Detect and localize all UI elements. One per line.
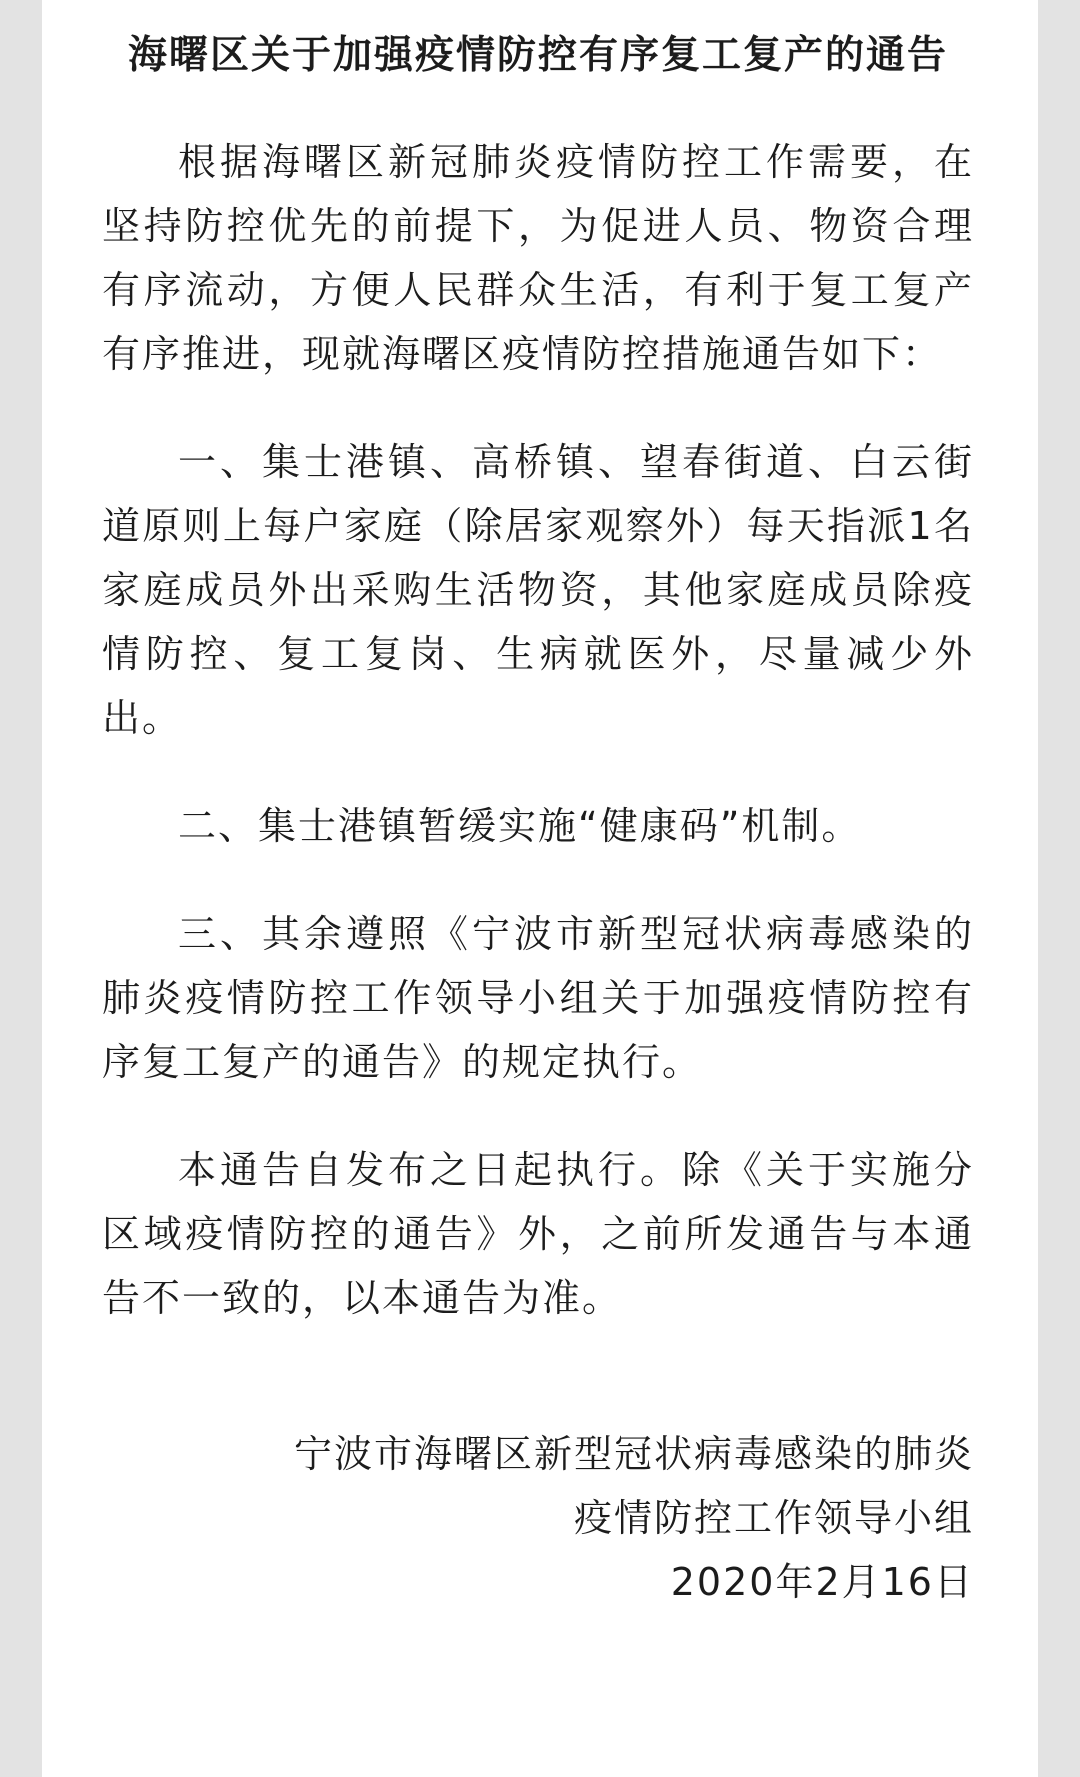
notice-title: 海曙区关于加强疫情防控有序复工复产的通告 xyxy=(127,33,948,78)
issuer-line-1: 宁波市海曙区新型冠状病毒感染的肺炎 xyxy=(293,1432,974,1476)
signature-block xyxy=(102,1422,974,1614)
notice-document xyxy=(102,26,974,1614)
final-paragraph: 本通告自发布之日起执行。除《关于实施分区域疫情防控的通告》外，之前所发通告与本通告不一致的，以本通告为准。 xyxy=(102,1148,974,1320)
item-three-paragraph: 三、其余遵照《宁波市新型冠状病毒感染的肺炎疫情防控工作领导小组关于加强疫情防控有序复工复产的通告》的规定执行。 xyxy=(102,912,974,1084)
intro-paragraph: 根据海曙区新冠肺炎疫情防控工作需要，在坚持防控优先的前提下，为促进人员、物资合理有序流动，方便人民群众生活，有利于复工复产有序推进，现就海曙区疫情防控措施通告如下： xyxy=(102,140,974,376)
issuer-line-2: 疫情防控工作领导小组 xyxy=(573,1496,974,1540)
item-two-paragraph: 二、集士港镇暂缓实施“健康码”机制。 xyxy=(178,804,862,848)
issue-date: 2020年2月16日 xyxy=(670,1560,974,1604)
item-one-paragraph: 一、集士港镇、高桥镇、望春街道、白云街道原则上每户家庭（除居家观察外）每天指派1名家庭成员外出采购生活物资，其他家庭成员除疫情防控、复工复岗、生病就医外，尽量减少外出。 xyxy=(102,440,974,740)
